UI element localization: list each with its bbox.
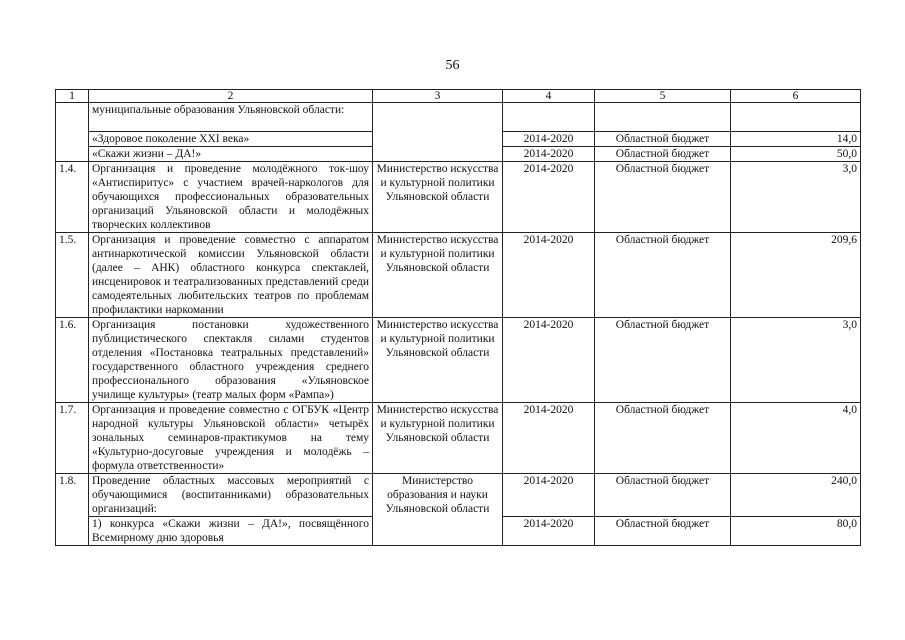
row-years: 2014-2020 — [503, 147, 595, 162]
page-number: 56 — [445, 58, 460, 73]
row-source: Областной бюджет — [595, 147, 731, 162]
row-number: 1.7. — [56, 403, 89, 474]
row-years: 2014-2020 — [503, 403, 595, 474]
row-description: 1) конкурса «Скажи жизни – ДА!», посвящённого Всемирному дню здоровья — [89, 517, 373, 546]
column-header: 1 — [56, 90, 89, 103]
row-executor: Министерство искусства и культурной политики Ульяновской области — [373, 233, 503, 318]
row-number: 1.8. — [56, 474, 89, 546]
row-source: Областной бюджет — [595, 474, 731, 517]
row-years: 2014-2020 — [503, 162, 595, 233]
row-amount: 240,0 — [731, 474, 861, 517]
program-activities-table — [55, 89, 861, 546]
row-description: Организация и проведение совместно с аппаратом антинаркотической комиссии Ульяновской области (далее – АНК) областного конкурса спектаклей, инсценировок и театрализованных представлений среди самодеятельных любительских театров по проблемам профилактики наркомании — [89, 233, 373, 318]
row-amount: 209,6 — [731, 233, 861, 318]
table-row — [56, 474, 861, 517]
row-description: Проведение областных массовых мероприятий с обучающимися (воспитанниками) образовательных организаций: — [89, 474, 373, 517]
row-source: Областной бюджет — [595, 517, 731, 546]
row-years: 2014-2020 — [503, 233, 595, 318]
table-row — [56, 318, 861, 403]
column-header: 4 — [503, 90, 595, 103]
row-source: Областной бюджет — [595, 162, 731, 233]
column-header: 5 — [595, 90, 731, 103]
row-years: 2014-2020 — [503, 318, 595, 403]
table-row — [56, 403, 861, 474]
row-source — [595, 103, 731, 132]
column-header: 3 — [373, 90, 503, 103]
row-years: 2014-2020 — [503, 517, 595, 546]
row-years — [503, 103, 595, 132]
row-amount: 3,0 — [731, 162, 861, 233]
row-executor: Министерство образования и науки Ульяновской области — [373, 474, 503, 546]
row-source: Областной бюджет — [595, 132, 731, 147]
row-executor: Министерство искусства и культурной политики Ульяновской области — [373, 403, 503, 474]
row-executor — [373, 103, 503, 162]
row-amount: 14,0 — [731, 132, 861, 147]
row-amount: 80,0 — [731, 517, 861, 546]
row-number: 1.6. — [56, 318, 89, 403]
row-number: 1.5. — [56, 233, 89, 318]
column-header: 6 — [731, 90, 861, 103]
table-header-row — [56, 90, 861, 103]
row-description: «Здоровое поколение XXI века» — [89, 132, 373, 147]
row-description: Организация и проведение молодёжного ток-шоу «Антиспиритус» с участием врачей-наркологов для обучающихся профессиональных образовательных организаций Ульяновской области и молодёжных творческих коллективов — [89, 162, 373, 233]
table-row — [56, 162, 861, 233]
row-description: Организация и проведение совместно с ОГБУК «Центр народной культуры Ульяновской области» четырёх зональных семинаров-практикумов на тему «Культурно-досуговые учреждения и молодёжь – формула ответственности» — [89, 403, 373, 474]
column-header: 2 — [89, 90, 373, 103]
row-description: Организация постановки художественного публицистического спектакля силами студентов отделения «Постановка театральных представлений» государственного областного учреждения среднего профессионального образования «Ульяновское училище культуры» (театр малых форм «Рампа») — [89, 318, 373, 403]
row-source: Областной бюджет — [595, 403, 731, 474]
row-description: муниципальные образования Ульяновской области: — [89, 103, 373, 132]
row-executor: Министерство искусства и культурной политики Ульяновской области — [373, 162, 503, 233]
row-source: Областной бюджет — [595, 233, 731, 318]
row-amount: 4,0 — [731, 403, 861, 474]
row-amount: 50,0 — [731, 147, 861, 162]
row-number: 1.4. — [56, 162, 89, 233]
table-row — [56, 233, 861, 318]
row-source: Областной бюджет — [595, 318, 731, 403]
row-number — [56, 103, 89, 162]
row-executor: Министерство искусства и культурной политики Ульяновской области — [373, 318, 503, 403]
table-row — [56, 103, 861, 132]
row-years: 2014-2020 — [503, 132, 595, 147]
row-description: «Скажи жизни – ДА!» — [89, 147, 373, 162]
row-amount: 3,0 — [731, 318, 861, 403]
row-amount — [731, 103, 861, 132]
row-years: 2014-2020 — [503, 474, 595, 517]
